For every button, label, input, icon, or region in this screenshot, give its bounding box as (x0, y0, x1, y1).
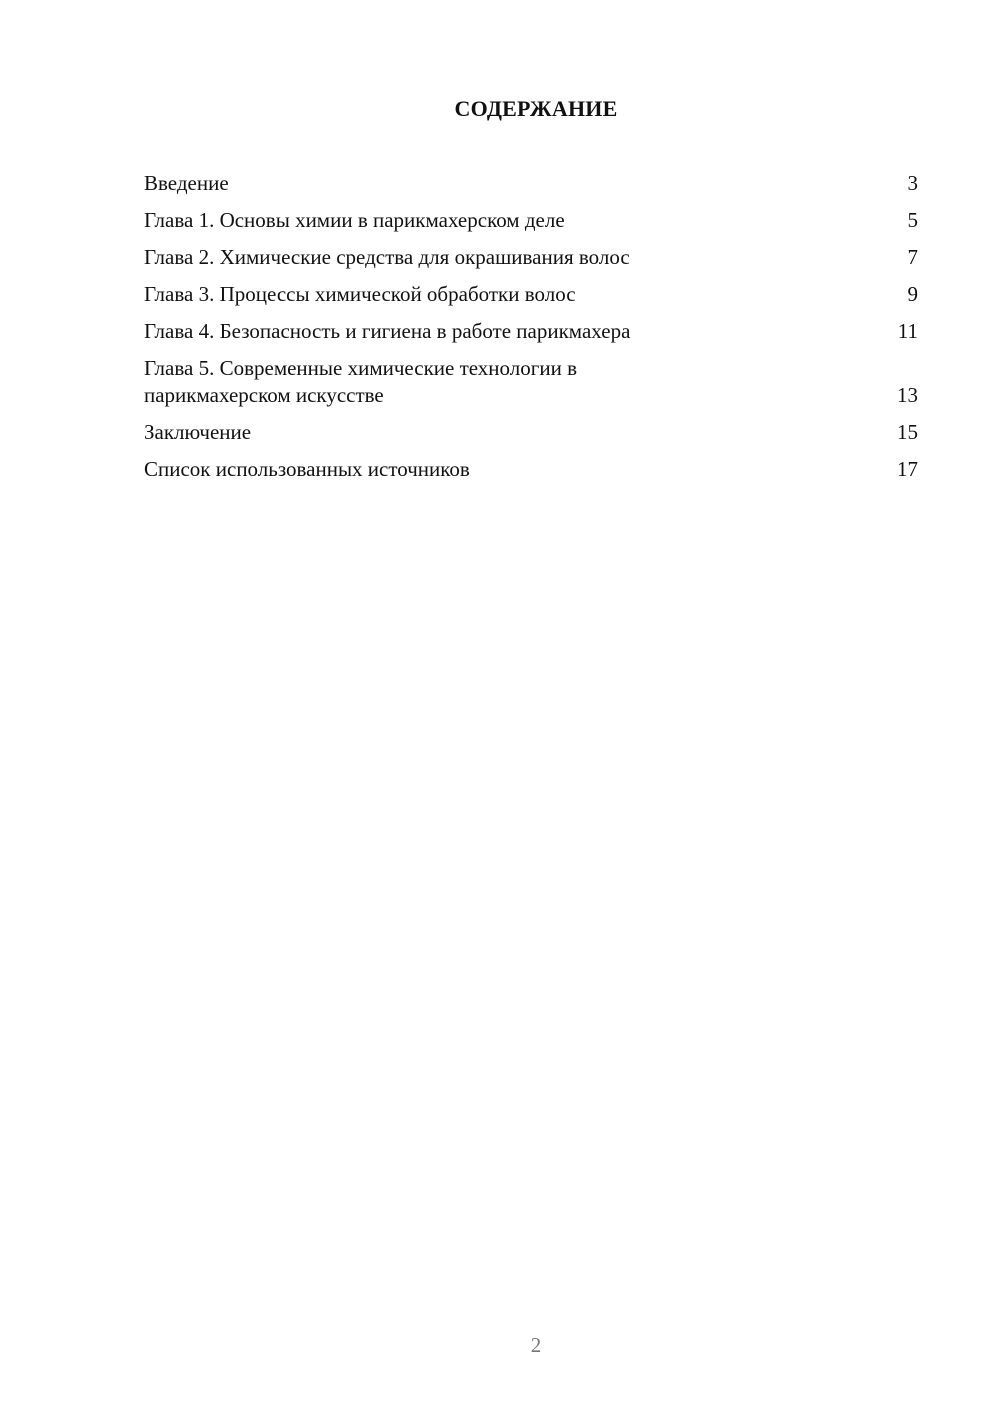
toc-entry-page: 13 (897, 383, 918, 407)
toc-entry-introduction[interactable] (144, 170, 918, 197)
toc-entry-page: 9 (907, 282, 918, 306)
toc-entry-label: Глава 4. Безопасность и гигиена в работе парикмахера (144, 319, 631, 343)
toc-entry-page: 5 (907, 208, 918, 232)
page-number: 2 (530, 1333, 542, 1357)
toc-entry-label: Заключение (144, 420, 252, 444)
table-of-contents (144, 170, 918, 493)
toc-entry-chapter-5[interactable] (144, 355, 918, 409)
toc-entry-label: Список использованных источников (144, 457, 470, 481)
toc-entry-page: 7 (907, 245, 918, 269)
toc-entry-label: Введение (144, 171, 229, 195)
toc-entry-conclusion[interactable] (144, 419, 918, 446)
toc-entry-page: 11 (897, 319, 918, 343)
toc-entry-references[interactable] (144, 456, 918, 483)
toc-entry-chapter-3[interactable] (144, 281, 918, 308)
toc-entry-chapter-2[interactable] (144, 244, 918, 271)
toc-entry-page: 17 (897, 457, 918, 481)
toc-entry-chapter-1[interactable] (144, 207, 918, 234)
toc-entry-page: 15 (897, 420, 918, 444)
toc-title: СОДЕРЖАНИЕ (454, 96, 618, 121)
toc-entry-chapter-4[interactable] (144, 318, 918, 345)
toc-entry-label: Глава 1. Основы химии в парикмахерском деле (144, 208, 565, 232)
toc-entry-label: Глава 5. Современные химические технологии в парикмахерском искусстве (144, 356, 578, 407)
toc-entry-label: Глава 2. Химические средства для окрашивания волос (144, 245, 630, 269)
toc-entry-page: 3 (907, 171, 918, 195)
toc-entry-label: Глава 3. Процессы химической обработки волос (144, 282, 576, 306)
